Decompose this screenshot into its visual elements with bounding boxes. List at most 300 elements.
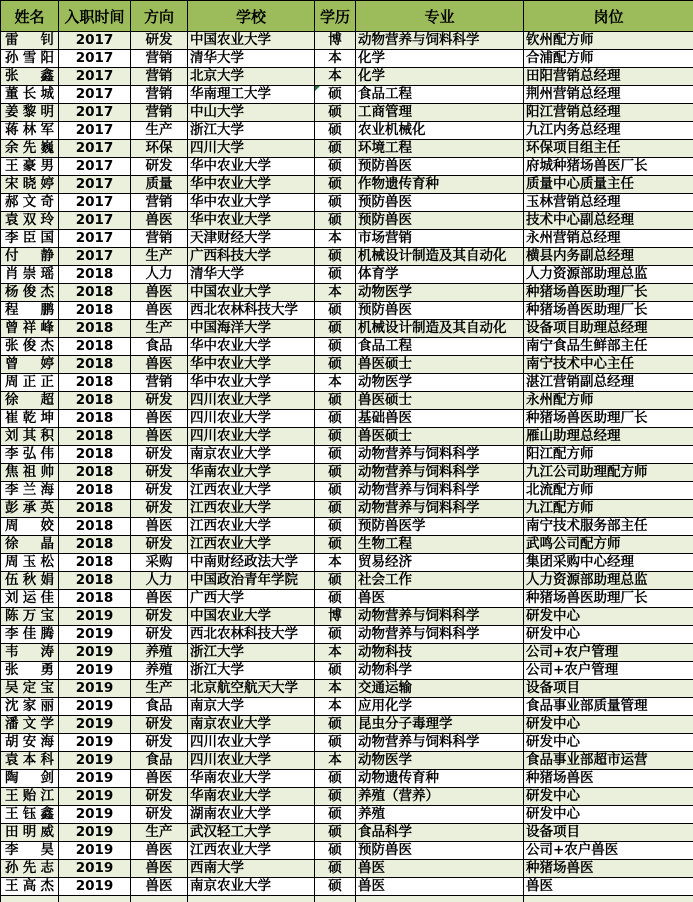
cell-degree[interactable]: 硕: [315, 662, 356, 680]
cell-name[interactable]: 陈万宝: [1, 608, 59, 626]
cell-major[interactable]: 动物营养与饲料科学: [356, 734, 524, 752]
cell-position[interactable]: 钦州配方师: [524, 32, 693, 50]
cell-join_year[interactable]: 2019: [59, 770, 131, 788]
cell-direction[interactable]: 兽医: [131, 842, 188, 860]
cell-name[interactable]: 刘运佳: [1, 590, 59, 608]
cell-join_year[interactable]: 2018: [59, 356, 131, 374]
cell-degree[interactable]: [315, 896, 356, 902]
cell-school[interactable]: 西北农林科技大学: [188, 302, 315, 320]
cell-degree[interactable]: 硕: [315, 320, 356, 338]
cell-degree[interactable]: 硕: [315, 86, 356, 104]
cell-direction[interactable]: 研发: [131, 788, 188, 806]
cell-position[interactable]: 公司+农户兽医: [524, 842, 693, 860]
cell-major[interactable]: 食品科学: [356, 824, 524, 842]
cell-major[interactable]: 预防兽医学: [356, 518, 524, 536]
header-cell-direction[interactable]: 方向: [131, 1, 188, 32]
cell-direction[interactable]: 食品: [131, 752, 188, 770]
cell-join_year[interactable]: 2018: [59, 500, 131, 518]
cell-join_year[interactable]: 2017: [59, 194, 131, 212]
cell-name[interactable]: 徐 晶: [1, 536, 59, 554]
cell-join_year[interactable]: 2018: [59, 392, 131, 410]
cell-degree[interactable]: 硕: [315, 122, 356, 140]
cell-school[interactable]: 湖南农业大学: [188, 806, 315, 824]
cell-join_year[interactable]: 2019: [59, 752, 131, 770]
cell-join_year[interactable]: 2017: [59, 86, 131, 104]
cell-join_year[interactable]: 2018: [59, 338, 131, 356]
cell-degree[interactable]: 硕: [315, 392, 356, 410]
cell-direction[interactable]: 食品: [131, 698, 188, 716]
cell-degree[interactable]: 本: [315, 284, 356, 302]
cell-join_year[interactable]: 2018: [59, 428, 131, 446]
cell-direction[interactable]: 研发: [131, 608, 188, 626]
cell-direction[interactable]: 研发: [131, 500, 188, 518]
cell-join_year[interactable]: 2019: [59, 878, 131, 896]
cell-major[interactable]: 动物科技: [356, 644, 524, 662]
cell-degree[interactable]: 硕: [315, 824, 356, 842]
cell-major[interactable]: 动物营养与饲料科学: [356, 500, 524, 518]
cell-join_year[interactable]: 2019: [59, 824, 131, 842]
cell-major[interactable]: [356, 896, 524, 902]
cell-school[interactable]: 西南大学: [188, 860, 315, 878]
cell-join_year[interactable]: 2018: [59, 572, 131, 590]
cell-major[interactable]: 预防兽医: [356, 194, 524, 212]
cell-position[interactable]: 研发中心: [524, 788, 693, 806]
cell-school[interactable]: 华中农业大学: [188, 338, 315, 356]
cell-direction[interactable]: 兽医: [131, 302, 188, 320]
cell-school[interactable]: 中国海洋大学: [188, 320, 315, 338]
cell-major[interactable]: 兽医: [356, 878, 524, 896]
cell-degree[interactable]: 硕: [315, 518, 356, 536]
cell-join_year[interactable]: 2018: [59, 410, 131, 428]
cell-position[interactable]: 设备项目: [524, 824, 693, 842]
cell-direction[interactable]: 人力: [131, 266, 188, 284]
cell-direction[interactable]: 兽医: [131, 428, 188, 446]
cell-name[interactable]: 曾祥峰: [1, 320, 59, 338]
cell-name[interactable]: 程 鹏: [1, 302, 59, 320]
cell-join_year[interactable]: 2018: [59, 554, 131, 572]
cell-school[interactable]: 华南农业大学: [188, 788, 315, 806]
cell-join_year[interactable]: 2018: [59, 464, 131, 482]
cell-school[interactable]: 武汉轻工大学: [188, 824, 315, 842]
cell-school[interactable]: 清华大学: [188, 50, 315, 68]
cell-major[interactable]: 体育学: [356, 266, 524, 284]
cell-major[interactable]: 动物科学: [356, 662, 524, 680]
cell-position[interactable]: 南宁技术服务部主任: [524, 518, 693, 536]
cell-join_year[interactable]: 2017: [59, 176, 131, 194]
cell-degree[interactable]: 硕: [315, 626, 356, 644]
cell-school[interactable]: 四川农业大学: [188, 410, 315, 428]
cell-major[interactable]: 预防兽医: [356, 158, 524, 176]
cell-school[interactable]: 华中农业大学: [188, 356, 315, 374]
cell-degree[interactable]: 硕: [315, 302, 356, 320]
cell-major[interactable]: 动物营养与饲料科学: [356, 626, 524, 644]
cell-position[interactable]: 北流配方师: [524, 482, 693, 500]
cell-join_year[interactable]: 2018: [59, 518, 131, 536]
cell-major[interactable]: 食品工程: [356, 86, 524, 104]
cell-school[interactable]: 华南理工大学: [188, 86, 315, 104]
cell-school[interactable]: 四川农业大学: [188, 752, 315, 770]
cell-school[interactable]: 华中农业大学: [188, 158, 315, 176]
cell-join_year[interactable]: 2017: [59, 230, 131, 248]
cell-join_year[interactable]: 2019: [59, 680, 131, 698]
cell-direction[interactable]: 生产: [131, 320, 188, 338]
cell-major[interactable]: 动物遗传育种: [356, 770, 524, 788]
cell-degree[interactable]: 硕: [315, 158, 356, 176]
cell-major[interactable]: 兽医硕士: [356, 356, 524, 374]
cell-major[interactable]: 交通运输: [356, 680, 524, 698]
cell-major[interactable]: 市场营销: [356, 230, 524, 248]
cell-degree[interactable]: 硕: [315, 788, 356, 806]
cell-degree[interactable]: 博: [315, 32, 356, 50]
cell-school[interactable]: 四川农业大学: [188, 734, 315, 752]
cell-major[interactable]: 养殖: [356, 806, 524, 824]
cell-direction[interactable]: 营销: [131, 50, 188, 68]
cell-direction[interactable]: 研发: [131, 464, 188, 482]
cell-school[interactable]: 江西农业大学: [188, 500, 315, 518]
cell-name[interactable]: 王钰鑫: [1, 806, 59, 824]
cell-school[interactable]: 中南财经政法大学: [188, 554, 315, 572]
cell-school[interactable]: 华中农业大学: [188, 374, 315, 392]
cell-position[interactable]: 兽医: [524, 878, 693, 896]
cell-name[interactable]: 陶 剑: [1, 770, 59, 788]
cell-position[interactable]: 阳江配方师: [524, 446, 693, 464]
cell-position[interactable]: 人力资源部助理总监: [524, 572, 693, 590]
cell-position[interactable]: 技术中心副总经理: [524, 212, 693, 230]
cell-position[interactable]: 武鸣公司配方师: [524, 536, 693, 554]
cell-school[interactable]: 中山大学: [188, 104, 315, 122]
cell-join_year[interactable]: 2017: [59, 50, 131, 68]
cell-position[interactable]: [524, 896, 693, 902]
cell-major[interactable]: 动物营养与饲料科学: [356, 446, 524, 464]
cell-direction[interactable]: 兽医: [131, 356, 188, 374]
cell-position[interactable]: 府城种猪场兽医厂长: [524, 158, 693, 176]
cell-position[interactable]: 种猪场兽医助理厂长: [524, 410, 693, 428]
header-cell-major[interactable]: 专业: [356, 1, 524, 32]
cell-degree[interactable]: 硕: [315, 176, 356, 194]
cell-direction[interactable]: 质量: [131, 176, 188, 194]
cell-direction[interactable]: 营销: [131, 230, 188, 248]
cell-degree[interactable]: 本: [315, 554, 356, 572]
cell-name[interactable]: [1, 896, 59, 902]
cell-major[interactable]: 兽医: [356, 590, 524, 608]
cell-position[interactable]: 阳江营销总经理: [524, 104, 693, 122]
cell-name[interactable]: 曾 婷: [1, 356, 59, 374]
cell-position[interactable]: 食品事业部超市运营: [524, 752, 693, 770]
cell-name[interactable]: 周正正: [1, 374, 59, 392]
cell-major[interactable]: 动物医学: [356, 374, 524, 392]
cell-name[interactable]: 周 姣: [1, 518, 59, 536]
cell-degree[interactable]: 硕: [315, 734, 356, 752]
cell-position[interactable]: 雁山助理总经理: [524, 428, 693, 446]
cell-major[interactable]: 动物营养与饲料科学: [356, 608, 524, 626]
cell-name[interactable]: 伍秋娟: [1, 572, 59, 590]
cell-name[interactable]: 崔乾坤: [1, 410, 59, 428]
cell-direction[interactable]: 兽医: [131, 878, 188, 896]
cell-name[interactable]: 李兰海: [1, 482, 59, 500]
cell-join_year[interactable]: 2018: [59, 446, 131, 464]
cell-school[interactable]: 浙江大学: [188, 644, 315, 662]
cell-join_year[interactable]: 2018: [59, 590, 131, 608]
cell-join_year[interactable]: 2017: [59, 158, 131, 176]
cell-direction[interactable]: 生产: [131, 824, 188, 842]
cell-degree[interactable]: 本: [315, 50, 356, 68]
cell-degree[interactable]: 本: [315, 644, 356, 662]
cell-position[interactable]: 设备项目: [524, 680, 693, 698]
cell-position[interactable]: 研发中心: [524, 716, 693, 734]
cell-position[interactable]: 质量中心质量主任: [524, 176, 693, 194]
cell-degree[interactable]: 硕: [315, 104, 356, 122]
cell-major[interactable]: 动物医学: [356, 284, 524, 302]
cell-position[interactable]: 种猪场兽医: [524, 770, 693, 788]
cell-name[interactable]: 孙雪阳: [1, 50, 59, 68]
cell-major[interactable]: 养殖（营养）: [356, 788, 524, 806]
cell-major[interactable]: 动物营养与饲料科学: [356, 482, 524, 500]
cell-school[interactable]: 浙江大学: [188, 122, 315, 140]
cell-degree[interactable]: 硕: [315, 572, 356, 590]
header-cell-name[interactable]: 姓名: [1, 1, 59, 32]
cell-position[interactable]: 研发中心: [524, 734, 693, 752]
cell-name[interactable]: 张俊杰: [1, 338, 59, 356]
cell-join_year[interactable]: 2018: [59, 302, 131, 320]
cell-degree[interactable]: 硕: [315, 194, 356, 212]
cell-direction[interactable]: 研发: [131, 734, 188, 752]
cell-join_year[interactable]: 2017: [59, 248, 131, 266]
cell-school[interactable]: 华南农业大学: [188, 770, 315, 788]
cell-name[interactable]: 彭承英: [1, 500, 59, 518]
cell-position[interactable]: 研发中心: [524, 626, 693, 644]
cell-position[interactable]: 种猪场兽医助理厂长: [524, 284, 693, 302]
cell-major[interactable]: 应用化学: [356, 698, 524, 716]
cell-major[interactable]: 预防兽医: [356, 212, 524, 230]
cell-position[interactable]: 九江公司助理配方师: [524, 464, 693, 482]
cell-major[interactable]: 兽医: [356, 860, 524, 878]
cell-school[interactable]: 中国农业大学: [188, 608, 315, 626]
cell-major[interactable]: 生物工程: [356, 536, 524, 554]
cell-join_year[interactable]: 2018: [59, 266, 131, 284]
cell-school[interactable]: 中国农业大学: [188, 284, 315, 302]
cell-direction[interactable]: 营销: [131, 68, 188, 86]
cell-name[interactable]: 郝文奇: [1, 194, 59, 212]
cell-degree[interactable]: 硕: [315, 482, 356, 500]
cell-degree[interactable]: 硕: [315, 338, 356, 356]
cell-join_year[interactable]: 2019: [59, 788, 131, 806]
cell-name[interactable]: 董长城: [1, 86, 59, 104]
cell-degree[interactable]: 硕: [315, 500, 356, 518]
cell-school[interactable]: 中国政治青年学院: [188, 572, 315, 590]
cell-name[interactable]: 张 勇: [1, 662, 59, 680]
cell-name[interactable]: 刘其积: [1, 428, 59, 446]
cell-school[interactable]: 广西大学: [188, 590, 315, 608]
cell-major[interactable]: 动物营养与饲料科学: [356, 464, 524, 482]
cell-join_year[interactable]: 2019: [59, 860, 131, 878]
cell-direction[interactable]: 研发: [131, 716, 188, 734]
cell-position[interactable]: 湛江营销副总经理: [524, 374, 693, 392]
cell-degree[interactable]: 本: [315, 68, 356, 86]
cell-position[interactable]: 种猪场兽医助理厂长: [524, 590, 693, 608]
cell-school[interactable]: 清华大学: [188, 266, 315, 284]
cell-join_year[interactable]: 2019: [59, 716, 131, 734]
cell-degree[interactable]: 本: [315, 680, 356, 698]
cell-direction[interactable]: 人力: [131, 572, 188, 590]
cell-direction[interactable]: 营销: [131, 86, 188, 104]
cell-position[interactable]: 研发中心: [524, 806, 693, 824]
cell-school[interactable]: 南京农业大学: [188, 716, 315, 734]
cell-degree[interactable]: 硕: [315, 356, 356, 374]
cell-school[interactable]: 华中农业大学: [188, 212, 315, 230]
cell-direction[interactable]: 研发: [131, 32, 188, 50]
cell-degree[interactable]: 硕: [315, 536, 356, 554]
cell-position[interactable]: 公司+农户管理: [524, 644, 693, 662]
cell-name[interactable]: 焦祖帅: [1, 464, 59, 482]
cell-position[interactable]: 田阳营销总经理: [524, 68, 693, 86]
cell-degree[interactable]: 硕: [315, 140, 356, 158]
header-cell-degree[interactable]: 学历: [315, 1, 356, 32]
cell-major[interactable]: 贸易经济: [356, 554, 524, 572]
cell-direction[interactable]: 兽医: [131, 518, 188, 536]
cell-degree[interactable]: 硕: [315, 770, 356, 788]
cell-join_year[interactable]: 2017: [59, 212, 131, 230]
cell-major[interactable]: 机械设计制造及其自动化: [356, 320, 524, 338]
cell-school[interactable]: 华中农业大学: [188, 176, 315, 194]
cell-position[interactable]: 种猪场兽医助理厂长: [524, 302, 693, 320]
cell-major[interactable]: 兽医硕士: [356, 392, 524, 410]
cell-name[interactable]: 李弘伟: [1, 446, 59, 464]
cell-degree[interactable]: 本: [315, 374, 356, 392]
cell-degree[interactable]: 本: [315, 752, 356, 770]
cell-school[interactable]: 江西农业大学: [188, 482, 315, 500]
cell-name[interactable]: 雷 钊: [1, 32, 59, 50]
cell-major[interactable]: 作物遗传育种: [356, 176, 524, 194]
cell-name[interactable]: 李臣国: [1, 230, 59, 248]
cell-direction[interactable]: 研发: [131, 446, 188, 464]
cell-join_year[interactable]: 2018: [59, 374, 131, 392]
cell-position[interactable]: 食品事业部质量管理: [524, 698, 693, 716]
cell-direction[interactable]: 生产: [131, 122, 188, 140]
cell-direction[interactable]: 营销: [131, 104, 188, 122]
cell-position[interactable]: 永州配方师: [524, 392, 693, 410]
cell-direction[interactable]: 研发: [131, 626, 188, 644]
cell-degree[interactable]: 博: [315, 608, 356, 626]
cell-join_year[interactable]: 2019: [59, 734, 131, 752]
cell-school[interactable]: 广西科技大学: [188, 248, 315, 266]
cell-name[interactable]: 韦 涛: [1, 644, 59, 662]
cell-join_year[interactable]: 2018: [59, 482, 131, 500]
cell-name[interactable]: 杨俊杰: [1, 284, 59, 302]
cell-school[interactable]: 北京大学: [188, 68, 315, 86]
cell-position[interactable]: 玉林营销总经理: [524, 194, 693, 212]
cell-school[interactable]: 中国农业大学: [188, 32, 315, 50]
cell-school[interactable]: 南京农业大学: [188, 446, 315, 464]
cell-name[interactable]: 付 静: [1, 248, 59, 266]
cell-name[interactable]: 姜黎明: [1, 104, 59, 122]
cell-school[interactable]: 四川农业大学: [188, 392, 315, 410]
cell-position[interactable]: 种猪场兽医: [524, 860, 693, 878]
header-cell-position[interactable]: 岗位: [524, 1, 693, 32]
cell-direction[interactable]: 生产: [131, 248, 188, 266]
cell-join_year[interactable]: 2019: [59, 608, 131, 626]
cell-degree[interactable]: 硕: [315, 266, 356, 284]
cell-major[interactable]: 基础兽医: [356, 410, 524, 428]
cell-major[interactable]: 昆虫分子毒理学: [356, 716, 524, 734]
cell-school[interactable]: 华南农业大学: [188, 464, 315, 482]
cell-name[interactable]: 余先巍: [1, 140, 59, 158]
cell-name[interactable]: 李佳腾: [1, 626, 59, 644]
cell-name[interactable]: 蒋林军: [1, 122, 59, 140]
cell-school[interactable]: 南京大学: [188, 698, 315, 716]
cell-join_year[interactable]: 2018: [59, 320, 131, 338]
cell-position[interactable]: 九江配方师: [524, 500, 693, 518]
cell-join_year[interactable]: 2019: [59, 806, 131, 824]
cell-position[interactable]: 人力资源部助理总监: [524, 266, 693, 284]
cell-position[interactable]: 南宁技术中心主任: [524, 356, 693, 374]
cell-school[interactable]: 四川农业大学: [188, 428, 315, 446]
cell-join_year[interactable]: 2017: [59, 68, 131, 86]
cell-name[interactable]: 王豪男: [1, 158, 59, 176]
cell-join_year[interactable]: 2017: [59, 122, 131, 140]
cell-major[interactable]: 预防兽医: [356, 842, 524, 860]
cell-degree[interactable]: 硕: [315, 212, 356, 230]
cell-position[interactable]: 研发中心: [524, 608, 693, 626]
cell-school[interactable]: 南京农业大学: [188, 878, 315, 896]
cell-direction[interactable]: 研发: [131, 392, 188, 410]
cell-major[interactable]: 动物营养与饲料科学: [356, 32, 524, 50]
cell-school[interactable]: 江西农业大学: [188, 842, 315, 860]
cell-direction[interactable]: 兽医: [131, 410, 188, 428]
cell-join_year[interactable]: 2018: [59, 284, 131, 302]
cell-direction[interactable]: 兽医: [131, 770, 188, 788]
cell-direction[interactable]: 兽医: [131, 284, 188, 302]
cell-position[interactable]: 设备项目助理总经理: [524, 320, 693, 338]
cell-name[interactable]: 胡安海: [1, 734, 59, 752]
cell-school[interactable]: 江西农业大学: [188, 518, 315, 536]
cell-direction[interactable]: 采购: [131, 554, 188, 572]
cell-position[interactable]: 公司+农户管理: [524, 662, 693, 680]
cell-direction[interactable]: 食品: [131, 338, 188, 356]
cell-name[interactable]: 袁双玲: [1, 212, 59, 230]
cell-major[interactable]: 机械设计制造及其自动化: [356, 248, 524, 266]
cell-school[interactable]: 北京航空航天大学: [188, 680, 315, 698]
cell-join_year[interactable]: 2018: [59, 536, 131, 554]
cell-join_year[interactable]: 2017: [59, 32, 131, 50]
cell-direction[interactable]: 研发: [131, 536, 188, 554]
cell-join_year[interactable]: 2017: [59, 104, 131, 122]
cell-major[interactable]: 化学: [356, 68, 524, 86]
cell-school[interactable]: 华中农业大学: [188, 194, 315, 212]
cell-direction[interactable]: 生产: [131, 680, 188, 698]
cell-name[interactable]: 王高杰: [1, 878, 59, 896]
cell-direction[interactable]: 养殖: [131, 662, 188, 680]
cell-degree[interactable]: 硕: [315, 842, 356, 860]
cell-major[interactable]: 社会工作: [356, 572, 524, 590]
cell-direction[interactable]: 兽医: [131, 212, 188, 230]
cell-name[interactable]: 宋晓婷: [1, 176, 59, 194]
header-cell-join-year[interactable]: 入职时间: [59, 1, 131, 32]
cell-position[interactable]: 荆州营销总经理: [524, 86, 693, 104]
cell-name[interactable]: 田明威: [1, 824, 59, 842]
cell-direction[interactable]: 研发: [131, 482, 188, 500]
cell-position[interactable]: 九江内务总经理: [524, 122, 693, 140]
cell-join_year[interactable]: 2019: [59, 626, 131, 644]
cell-degree[interactable]: 硕: [315, 806, 356, 824]
cell-degree[interactable]: 硕: [315, 716, 356, 734]
cell-position[interactable]: 集团采购中心经理: [524, 554, 693, 572]
cell-name[interactable]: 徐 超: [1, 392, 59, 410]
cell-join_year[interactable]: 2019: [59, 644, 131, 662]
cell-degree[interactable]: 硕: [315, 446, 356, 464]
cell-school[interactable]: 江西农业大学: [188, 536, 315, 554]
cell-major[interactable]: 兽医硕士: [356, 428, 524, 446]
cell-major[interactable]: 农业机械化: [356, 122, 524, 140]
